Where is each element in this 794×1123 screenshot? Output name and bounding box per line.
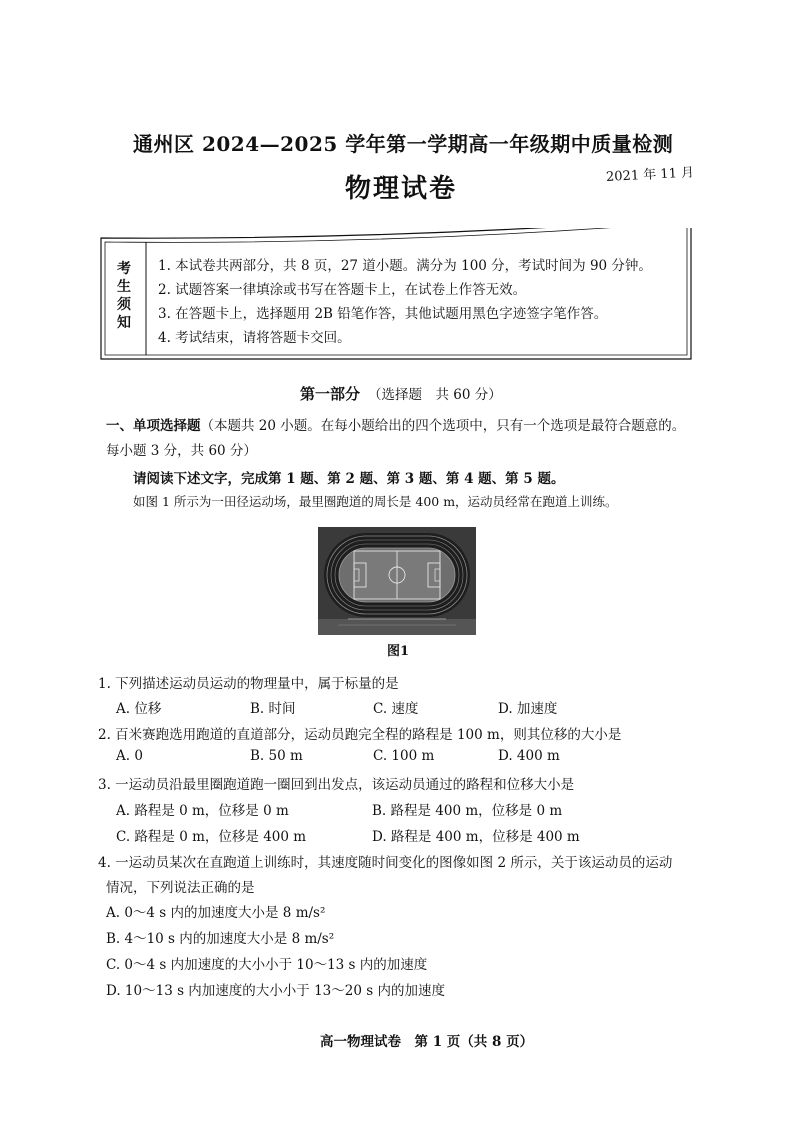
reading-instruction: 请阅读下述文字，完成第 1 题、第 2 题、第 3 题、第 4 题、第 5 题。 bbox=[133, 471, 565, 487]
question-option: C. 速度 bbox=[373, 701, 419, 717]
question-option: C. 100 m bbox=[373, 748, 435, 764]
question-option: A. 0～4 s 内的加速度大小是 8 m/s² bbox=[106, 905, 326, 921]
notice-box bbox=[100, 228, 692, 360]
question-stem: 4. 一运动员某次在直跑道上训练时，其速度随时间变化的图像如图 2 所示，关于该运动员的运动 bbox=[98, 855, 673, 871]
question-option: B. 路程是 400 m，位移是 0 m bbox=[372, 803, 563, 819]
question-option: B. 50 m bbox=[250, 748, 303, 764]
notice-item: 3. 在答题卡上，选择题用 2B 铅笔作答，其他试题用黑色字迹签字笔作答。 bbox=[158, 306, 608, 322]
question-option: B. 时间 bbox=[250, 701, 296, 717]
subject-title: 物理试卷 bbox=[345, 174, 458, 204]
notice-item: 2. 试题答案一律填涂或书写在答题卡上，在试卷上作答无效。 bbox=[158, 282, 527, 298]
part-title bbox=[300, 383, 502, 404]
exam-date: 2021 年 11 月 bbox=[605, 165, 695, 185]
question-option: B. 4～10 s 内的加速度大小是 8 m/s² bbox=[106, 931, 335, 947]
notice-item: 4. 考试结束，请将答题卡交回。 bbox=[158, 330, 351, 346]
question-option: A. 路程是 0 m，位移是 0 m bbox=[116, 803, 289, 819]
question-stem-line2: 情况，下列说法正确的是 bbox=[106, 880, 255, 896]
notice-items bbox=[158, 254, 652, 350]
question-option: C. 0～4 s 内加速度的大小小于 10～13 s 内的加速度 bbox=[106, 957, 428, 973]
question-stem: 1. 下列描述运动员运动的物理量中，属于标量的是 bbox=[98, 676, 399, 692]
question-option: A. 0 bbox=[116, 748, 143, 764]
notice-label-char: 知 bbox=[117, 315, 131, 331]
section-heading-rest: （本题共 20 小题。在每小题给出的四个选项中，只有一个选项是最符合题意的。 bbox=[200, 418, 686, 434]
question-option: A. 位移 bbox=[116, 701, 162, 717]
figure-caption: 图1 bbox=[387, 644, 410, 659]
question-option: C. 路程是 0 m，位移是 400 m bbox=[116, 829, 307, 845]
question-stem: 3. 一运动员沿最里圈跑道跑一圈回到出发点，该运动员通过的路程和位移大小是 bbox=[98, 777, 575, 793]
stadium-image bbox=[318, 527, 476, 635]
exam-title: 通州区 2024—2025 学年第一学期高一年级期中质量检测 bbox=[133, 132, 674, 156]
question-option: D. 路程是 400 m，位移是 400 m bbox=[372, 829, 580, 845]
part-title-main: 第一部分 bbox=[300, 385, 361, 403]
notice-item: 1. 本试卷共两部分，共 8 页，27 道小题。满分为 100 分，考试时间为 90 分钟。 bbox=[158, 258, 652, 274]
section-heading bbox=[106, 414, 685, 434]
part-title-sub: （选择题 共 60 分） bbox=[368, 387, 502, 403]
question-stem: 2. 百米赛跑选用跑道的直道部分，运动员跑完全程的路程是 100 m，则其位移的大小是 bbox=[98, 727, 622, 743]
section-heading-label: 一、单项选择题 bbox=[106, 418, 201, 434]
notice-label-char: 生 bbox=[117, 279, 131, 295]
stadium-figure bbox=[318, 527, 476, 635]
question-option: D. 10～13 s 内加速度的大小小于 13～20 s 内的加速度 bbox=[106, 983, 445, 999]
section-heading-line2: 每小题 3 分，共 60 分） bbox=[106, 443, 257, 459]
reading-intro: 如图 1 所示为一田径运动场，最里圈跑道的周长是 400 m，运动员经常在跑道上训练。 bbox=[133, 494, 618, 509]
question-option: D. 400 m bbox=[498, 748, 560, 764]
page-footer: 高一物理试卷 第 1 页（共 8 页） bbox=[320, 1034, 534, 1050]
notice-label-char: 须 bbox=[117, 297, 131, 313]
notice-label-char: 考 bbox=[117, 261, 131, 277]
notice-label bbox=[110, 260, 138, 332]
question-option: D. 加速度 bbox=[498, 701, 558, 717]
